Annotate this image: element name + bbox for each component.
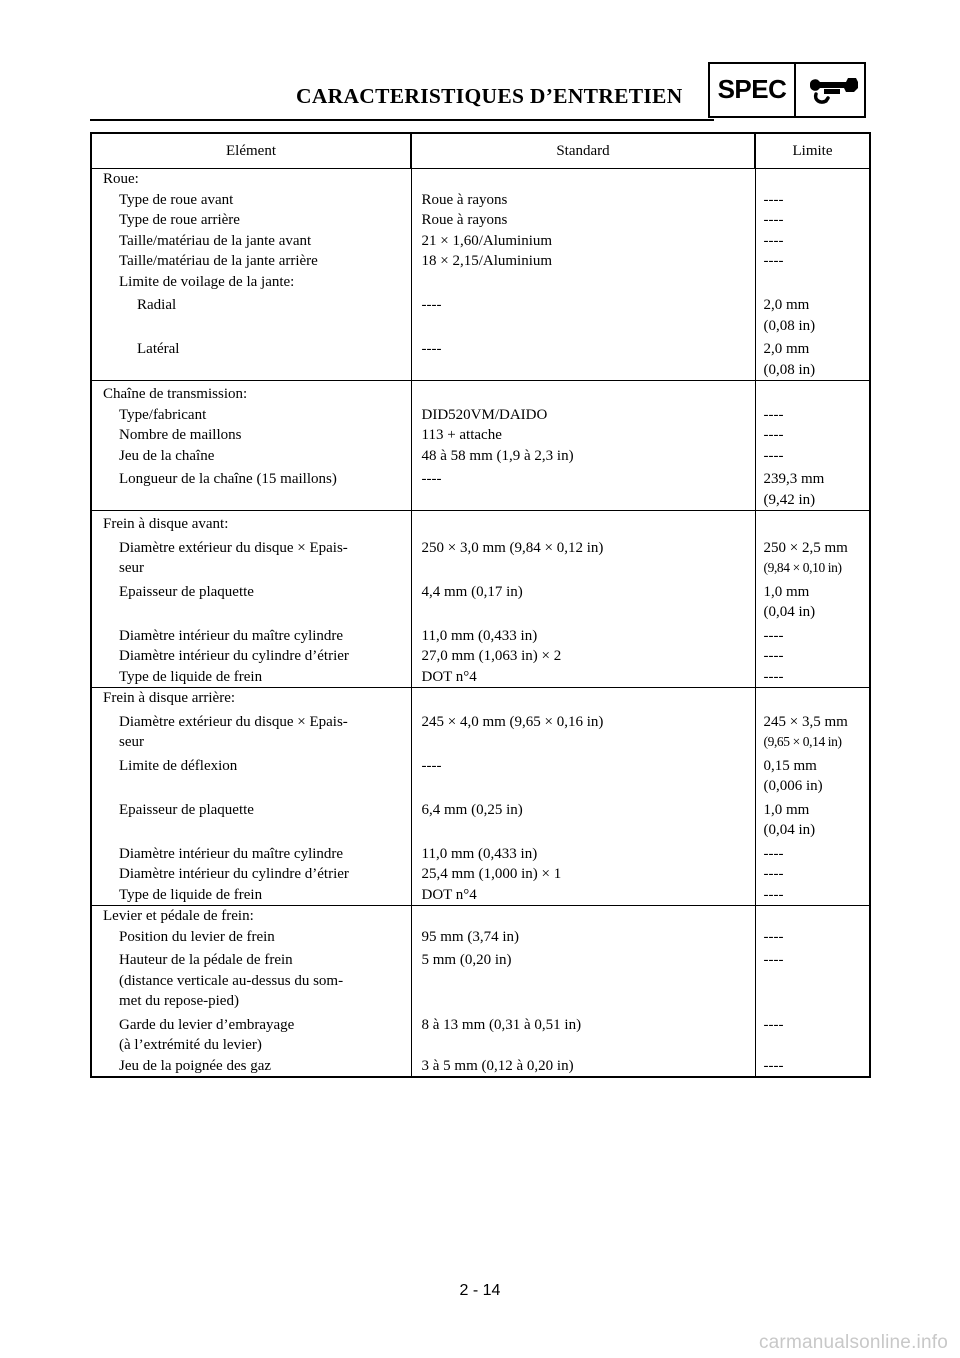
cell-element bbox=[91, 231, 411, 252]
limit-value: ---- bbox=[763, 406, 784, 423]
cell-limit bbox=[755, 688, 870, 709]
element-label: Type de roue avant bbox=[119, 191, 234, 208]
limit-value-imperial bbox=[764, 732, 870, 753]
limit-value-imperial: (0,04 in) bbox=[763, 822, 816, 838]
cell-standard bbox=[411, 688, 755, 709]
cell-standard bbox=[411, 579, 755, 623]
section-row bbox=[91, 381, 870, 405]
element-label-cont: met du repose-pied) bbox=[119, 993, 239, 1009]
cell-limit bbox=[755, 272, 870, 293]
cell-element bbox=[91, 336, 411, 381]
cell-element bbox=[91, 446, 411, 467]
cell-element bbox=[91, 272, 411, 293]
cell-standard bbox=[411, 381, 755, 405]
cell-limit bbox=[755, 753, 870, 797]
cell-standard bbox=[411, 231, 755, 252]
element-label: Type de liquide de frein bbox=[119, 886, 263, 903]
cell-limit bbox=[755, 251, 870, 272]
cell-limit bbox=[755, 709, 870, 753]
limit-value-imperial-text: (9,65 × 0,14 in) bbox=[763, 734, 842, 749]
limit-value: ---- bbox=[763, 866, 784, 882]
section-row bbox=[91, 511, 870, 535]
limit-value: ---- bbox=[763, 191, 784, 208]
element-label: Diamètre intérieur du maître cylindre bbox=[119, 627, 344, 644]
standard-value: 245 × 4,0 mm (9,65 × 0,16 in) bbox=[421, 713, 604, 730]
cell-element bbox=[91, 381, 411, 405]
element-label: Longueur de la chaîne (15 maillons) bbox=[119, 471, 337, 487]
cell-limit bbox=[755, 336, 870, 381]
spec-badge bbox=[708, 62, 866, 118]
element-label-cont: seur bbox=[119, 560, 144, 576]
table-row bbox=[91, 753, 870, 797]
standard-value: 11,0 mm (0,433 in) bbox=[421, 845, 538, 862]
cell-element bbox=[91, 292, 411, 336]
element-label: Diamètre intérieur du cylindre d’étrier bbox=[119, 648, 349, 664]
table-row bbox=[91, 535, 870, 579]
page-number: 2 - 14 bbox=[459, 1282, 501, 1299]
cell-standard bbox=[411, 753, 755, 797]
cell-element bbox=[91, 169, 411, 190]
table-row bbox=[91, 336, 870, 381]
cell-element bbox=[91, 667, 411, 688]
standard-value: 6,4 mm (0,25 in) bbox=[421, 801, 523, 818]
limit-value: 2,0 mm bbox=[763, 341, 810, 357]
cell-standard bbox=[411, 466, 755, 511]
cell-element bbox=[91, 579, 411, 623]
cell-standard bbox=[411, 405, 755, 426]
cell-limit bbox=[755, 535, 870, 579]
header-rule bbox=[90, 119, 714, 121]
limit-value-imperial: (0,08 in) bbox=[763, 317, 816, 334]
element-label: Latéral bbox=[137, 341, 180, 357]
table-row bbox=[91, 646, 870, 667]
limit-value: 1,0 mm bbox=[763, 583, 810, 600]
cell-limit bbox=[755, 885, 870, 906]
cell-limit bbox=[755, 947, 870, 1012]
spec-table bbox=[90, 132, 871, 1078]
limit-value: 250 × 2,5 mm bbox=[763, 539, 848, 556]
cell-standard bbox=[411, 885, 755, 906]
element-label: Hauteur de la pédale de frein bbox=[119, 952, 293, 968]
cell-standard bbox=[411, 210, 755, 231]
limit-value: ---- bbox=[763, 232, 784, 249]
element-label: Frein à disque avant: bbox=[103, 516, 229, 532]
cell-standard bbox=[411, 535, 755, 579]
cell-element bbox=[91, 623, 411, 647]
cell-limit bbox=[755, 466, 870, 511]
limit-value-imperial: (0,08 in) bbox=[763, 361, 816, 378]
element-label: Chaîne de transmission: bbox=[103, 386, 248, 402]
cell-standard bbox=[411, 667, 755, 688]
table-row bbox=[91, 579, 870, 623]
element-label: Diamètre extérieur du disque × Epais- bbox=[119, 713, 348, 730]
standard-value: 11,0 mm (0,433 in) bbox=[421, 627, 538, 644]
cell-limit bbox=[755, 841, 870, 865]
limit-value: ---- bbox=[763, 668, 784, 685]
spec-label: SPEC bbox=[717, 74, 787, 104]
standard-value: 5 mm (0,20 in) bbox=[421, 952, 512, 968]
standard-value: 25,4 mm (1,000 in) × 1 bbox=[421, 866, 562, 882]
column-header-limit: Limite bbox=[755, 133, 870, 169]
cell-limit bbox=[755, 579, 870, 623]
cell-limit bbox=[755, 646, 870, 667]
element-label: Jeu de la chaîne bbox=[119, 447, 215, 464]
spec-table-body bbox=[91, 169, 870, 1078]
table-row bbox=[91, 709, 870, 753]
cell-limit bbox=[755, 381, 870, 405]
cell-limit bbox=[755, 210, 870, 231]
table-row bbox=[91, 927, 870, 948]
limit-value: ---- bbox=[763, 253, 784, 269]
cell-element bbox=[91, 466, 411, 511]
cell-limit bbox=[755, 169, 870, 190]
page-title: CARACTERISTIQUES D’ENTRETIEN bbox=[296, 84, 683, 108]
badge-divider bbox=[794, 64, 796, 116]
cell-limit bbox=[755, 906, 870, 927]
element-label: Epaisseur de plaquette bbox=[119, 583, 254, 600]
standard-value: DOT n°4 bbox=[421, 886, 477, 903]
table-row bbox=[91, 1012, 870, 1056]
limit-value-imperial: (0,04 in) bbox=[763, 604, 816, 620]
cell-standard bbox=[411, 623, 755, 647]
table-row bbox=[91, 947, 870, 1012]
cell-standard bbox=[411, 190, 755, 211]
cell-standard bbox=[411, 864, 755, 885]
cell-standard bbox=[411, 169, 755, 190]
cell-limit bbox=[755, 446, 870, 467]
cell-limit bbox=[755, 292, 870, 336]
table-header-row bbox=[91, 133, 870, 169]
cell-standard bbox=[411, 947, 755, 1012]
standard-value: ---- bbox=[421, 297, 442, 313]
element-label: Taille/matériau de la jante arrière bbox=[119, 253, 318, 269]
table-row bbox=[91, 841, 870, 865]
column-header-standard: Standard bbox=[411, 133, 755, 169]
element-label: Garde du levier d’embrayage bbox=[119, 1016, 295, 1033]
table-row bbox=[91, 292, 870, 336]
limit-value: ---- bbox=[763, 212, 784, 228]
cell-limit bbox=[755, 511, 870, 535]
cell-element bbox=[91, 210, 411, 231]
table-row bbox=[91, 446, 870, 467]
cell-element bbox=[91, 797, 411, 841]
cell-element bbox=[91, 1056, 411, 1078]
standard-value: 48 à 58 mm (1,9 à 2,3 in) bbox=[421, 447, 574, 464]
cell-standard bbox=[411, 292, 755, 336]
table-row bbox=[91, 272, 870, 293]
cell-element bbox=[91, 927, 411, 948]
limit-value: ---- bbox=[763, 427, 784, 443]
cell-element bbox=[91, 947, 411, 1012]
cell-element bbox=[91, 841, 411, 865]
element-label: Roue: bbox=[103, 171, 139, 187]
cell-limit bbox=[755, 927, 870, 948]
cell-element bbox=[91, 425, 411, 446]
limit-value: 1,0 mm bbox=[763, 801, 810, 818]
cell-element bbox=[91, 906, 411, 927]
table-row bbox=[91, 190, 870, 211]
cell-element bbox=[91, 405, 411, 426]
section-row bbox=[91, 169, 870, 190]
limit-value: 245 × 3,5 mm bbox=[763, 713, 848, 730]
standard-value: ---- bbox=[421, 341, 442, 357]
limit-value-imperial: (0,006 in) bbox=[763, 778, 823, 794]
table-row bbox=[91, 623, 870, 647]
cell-standard bbox=[411, 927, 755, 948]
cell-standard bbox=[411, 1056, 755, 1078]
element-label: Type de liquide de frein bbox=[119, 668, 263, 685]
cell-standard bbox=[411, 272, 755, 293]
cell-element bbox=[91, 511, 411, 535]
cell-element bbox=[91, 251, 411, 272]
standard-value: Roue à rayons bbox=[421, 212, 508, 228]
limit-value-imperial: (9,42 in) bbox=[763, 491, 816, 508]
standard-value: 250 × 3,0 mm (9,84 × 0,12 in) bbox=[421, 539, 604, 556]
standard-value: 4,4 mm (0,17 in) bbox=[421, 583, 523, 600]
cell-element bbox=[91, 688, 411, 709]
cell-standard bbox=[411, 425, 755, 446]
element-label: Nombre de maillons bbox=[119, 427, 242, 443]
standard-value: Roue à rayons bbox=[421, 191, 508, 208]
cell-standard bbox=[411, 709, 755, 753]
watermark: carmanualsonline.info bbox=[758, 1332, 948, 1353]
element-label: Diamètre intérieur du maître cylindre bbox=[119, 845, 344, 862]
limit-value: ---- bbox=[763, 1057, 784, 1074]
table-row bbox=[91, 797, 870, 841]
limit-value: ---- bbox=[763, 627, 784, 644]
limit-value: 2,0 mm bbox=[763, 297, 810, 313]
limit-value: ---- bbox=[763, 648, 784, 664]
standard-value: DID520VM/DAIDO bbox=[421, 406, 548, 423]
cell-element bbox=[91, 535, 411, 579]
standard-value: 27,0 mm (1,063 in) × 2 bbox=[421, 648, 562, 664]
cell-limit bbox=[755, 231, 870, 252]
limit-value: 239,3 mm bbox=[763, 471, 825, 487]
table-row bbox=[91, 466, 870, 511]
limit-value-imperial bbox=[764, 558, 870, 579]
cell-standard bbox=[411, 841, 755, 865]
cell-limit bbox=[755, 405, 870, 426]
cell-standard bbox=[411, 1012, 755, 1056]
element-label: Position du levier de frein bbox=[119, 928, 275, 945]
cell-standard bbox=[411, 511, 755, 535]
cell-standard bbox=[411, 797, 755, 841]
element-label: Levier et pédale de frein: bbox=[103, 908, 254, 924]
table-row bbox=[91, 864, 870, 885]
standard-value: 113 + attache bbox=[421, 427, 502, 443]
wrench-icon bbox=[806, 74, 862, 108]
standard-value: 95 mm (3,74 in) bbox=[421, 928, 519, 945]
cell-standard bbox=[411, 646, 755, 667]
limit-value: ---- bbox=[763, 447, 784, 464]
limit-value: ---- bbox=[763, 928, 784, 945]
element-label-cont: seur bbox=[119, 734, 144, 750]
cell-standard bbox=[411, 906, 755, 927]
cell-limit bbox=[755, 1056, 870, 1078]
element-label: Frein à disque arrière: bbox=[103, 690, 236, 706]
element-label: Diamètre intérieur du cylindre d’étrier bbox=[119, 866, 349, 882]
cell-element bbox=[91, 646, 411, 667]
cell-limit bbox=[755, 797, 870, 841]
limit-value: ---- bbox=[763, 845, 784, 862]
table-row bbox=[91, 251, 870, 272]
standard-value: ---- bbox=[421, 757, 442, 774]
element-label: Diamètre extérieur du disque × Epais- bbox=[119, 539, 348, 556]
standard-value: 8 à 13 mm (0,31 à 0,51 in) bbox=[421, 1016, 582, 1033]
element-label: Limite de déflexion bbox=[119, 757, 238, 774]
cell-standard bbox=[411, 446, 755, 467]
cell-limit bbox=[755, 623, 870, 647]
section-row bbox=[91, 906, 870, 927]
cell-limit bbox=[755, 425, 870, 446]
cell-limit bbox=[755, 864, 870, 885]
limit-value: ---- bbox=[763, 886, 784, 903]
table-row bbox=[91, 231, 870, 252]
section-row bbox=[91, 688, 870, 709]
cell-element bbox=[91, 1012, 411, 1056]
cell-element bbox=[91, 864, 411, 885]
element-label-cont: (distance verticale au-dessus du som- bbox=[119, 972, 344, 989]
cell-limit bbox=[755, 667, 870, 688]
element-label: Radial bbox=[137, 297, 177, 313]
table-row bbox=[91, 885, 870, 906]
standard-value: DOT n°4 bbox=[421, 668, 477, 685]
cell-limit bbox=[755, 190, 870, 211]
cell-standard bbox=[411, 251, 755, 272]
standard-value: 3 à 5 mm (0,12 à 0,20 in) bbox=[421, 1057, 574, 1074]
element-label: Epaisseur de plaquette bbox=[119, 801, 254, 818]
element-label: Jeu de la poignée des gaz bbox=[119, 1057, 272, 1074]
standard-value: 21 × 1,60/Aluminium bbox=[421, 232, 553, 249]
limit-value: ---- bbox=[763, 1016, 784, 1033]
element-label: Limite de voilage de la jante: bbox=[119, 273, 295, 290]
element-label-cont: (à l’extrémité du levier) bbox=[119, 1037, 262, 1053]
table-row bbox=[91, 667, 870, 688]
cell-element bbox=[91, 885, 411, 906]
column-header-element: Elément bbox=[91, 133, 411, 169]
cell-element bbox=[91, 709, 411, 753]
table-row bbox=[91, 425, 870, 446]
cell-element bbox=[91, 190, 411, 211]
element-label: Taille/matériau de la jante avant bbox=[119, 232, 312, 249]
element-label: Type/fabricant bbox=[119, 406, 207, 423]
cell-limit bbox=[755, 1012, 870, 1056]
table-row bbox=[91, 405, 870, 426]
table-row bbox=[91, 1056, 870, 1078]
standard-value: 18 × 2,15/Aluminium bbox=[421, 253, 553, 269]
standard-value: ---- bbox=[421, 471, 442, 487]
cell-standard bbox=[411, 336, 755, 381]
limit-value-imperial-text: (9,84 × 0,10 in) bbox=[763, 560, 842, 575]
element-label: Type de roue arrière bbox=[119, 212, 240, 228]
limit-value: 0,15 mm bbox=[763, 757, 817, 774]
limit-value: ---- bbox=[763, 952, 784, 968]
cell-element bbox=[91, 753, 411, 797]
table-row bbox=[91, 210, 870, 231]
